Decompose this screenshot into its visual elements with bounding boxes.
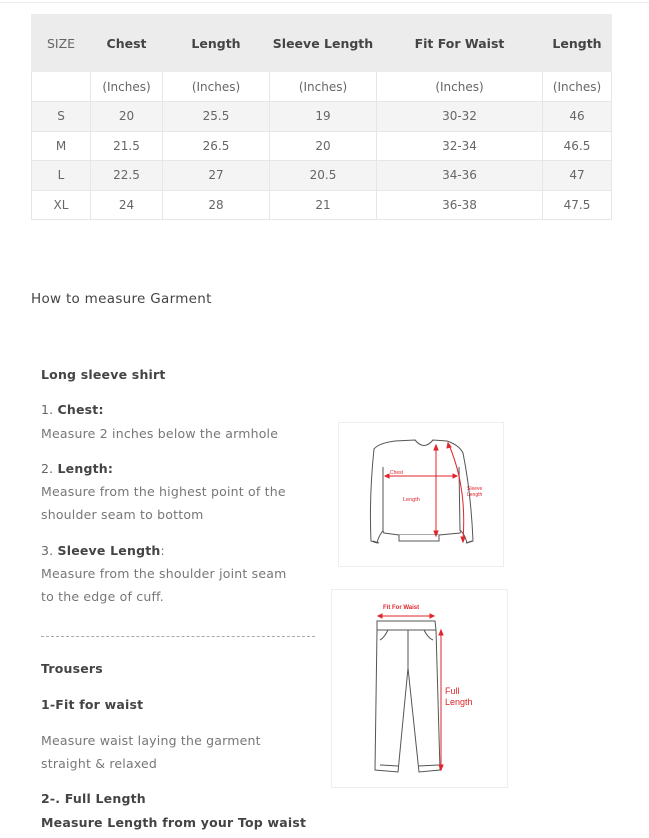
shirt-length-label: Length xyxy=(403,497,420,503)
sleeve-description-line-1: Measure from the shoulder joint seam xyxy=(41,566,287,581)
sleeve-label: Sleeve Length xyxy=(57,543,161,558)
table-cell: 20.5 xyxy=(270,161,377,191)
table-cell xyxy=(32,72,91,102)
trousers-illustration xyxy=(332,590,507,787)
top-divider xyxy=(0,2,649,3)
shirt-illustration xyxy=(339,423,503,566)
waist-label: 1-Fit for waist xyxy=(41,697,144,712)
shirt-sleeve-label-2: Length xyxy=(467,492,483,498)
units-row xyxy=(32,72,612,102)
shirt-heading: Long sleeve shirt xyxy=(41,367,166,382)
size-chart-table xyxy=(31,14,612,220)
table-cell: 28 xyxy=(163,190,270,220)
header-sleeve-length: Sleeve Length xyxy=(270,15,377,72)
header-size: SIZE xyxy=(32,15,91,72)
table-cell: (Inches) xyxy=(543,72,612,102)
full-length-description: Measure Length from your Top waist xyxy=(41,815,307,830)
table-cell: 47 xyxy=(543,161,612,191)
trousers-heading: Trousers xyxy=(41,661,103,676)
shirt-chest-label: Chest xyxy=(390,470,404,476)
table-cell: 34-36 xyxy=(377,161,543,191)
table-cell: (Inches) xyxy=(377,72,543,102)
length-description-line-1: Measure from the highest point of the xyxy=(41,484,286,499)
table-cell: XL xyxy=(32,190,91,220)
table-cell: 20 xyxy=(91,102,163,132)
waist-description-line-2: straight & relaxed xyxy=(41,756,158,771)
table-header-row xyxy=(32,15,612,72)
table-row-xl xyxy=(32,190,612,220)
header-length: Length xyxy=(163,15,270,72)
sleeve-number: 3. xyxy=(41,543,54,558)
table-cell: S xyxy=(32,102,91,132)
table-cell: 21 xyxy=(270,190,377,220)
table-cell: 25.5 xyxy=(163,102,270,132)
shirt-figure xyxy=(338,422,504,567)
table-cell: M xyxy=(32,131,91,161)
length-description-line-2: shoulder seam to bottom xyxy=(41,507,204,522)
table-cell: 36-38 xyxy=(377,190,543,220)
section-title: How to measure Garment xyxy=(31,291,212,307)
length-label: Length: xyxy=(57,461,114,476)
table-cell: (Inches) xyxy=(270,72,377,102)
table-row-s xyxy=(32,102,612,132)
table-cell: 46.5 xyxy=(543,131,612,161)
table-cell: 46 xyxy=(543,102,612,132)
length-number: 2. xyxy=(41,461,54,476)
table-cell: (Inches) xyxy=(163,72,270,102)
sleeve-description-line-2: to the edge of cuff. xyxy=(41,589,164,604)
table-row-l xyxy=(32,161,612,191)
sleeve-colon: : xyxy=(160,543,165,558)
trousers-waist-label: Fit For Waist xyxy=(383,605,420,611)
trousers-length-label-2: Length xyxy=(445,697,473,707)
table-cell: 24 xyxy=(91,190,163,220)
table-cell: 27 xyxy=(163,161,270,191)
table-cell: 32-34 xyxy=(377,131,543,161)
chest-label: Chest: xyxy=(57,402,104,417)
chest-item xyxy=(41,398,104,421)
table-row-m xyxy=(32,131,612,161)
sleeve-item xyxy=(41,539,165,562)
chest-number: 1. xyxy=(41,402,54,417)
trousers-length-label-1: Full xyxy=(445,686,460,696)
table-cell: 30-32 xyxy=(377,102,543,132)
table-cell: 22.5 xyxy=(91,161,163,191)
table-cell: L xyxy=(32,161,91,191)
shirt-sleeve-label-1: Sleeve xyxy=(467,486,483,492)
trousers-figure xyxy=(331,589,508,788)
table-cell: 21.5 xyxy=(91,131,163,161)
table-cell: 47.5 xyxy=(543,190,612,220)
table-cell: 26.5 xyxy=(163,131,270,161)
table-cell: (Inches) xyxy=(91,72,163,102)
table-cell: 20 xyxy=(270,131,377,161)
length-item xyxy=(41,457,113,480)
header-chest: Chest xyxy=(91,15,163,72)
full-length-label: 2-. Full Length xyxy=(41,791,146,806)
table-cell: 19 xyxy=(270,102,377,132)
section-divider xyxy=(41,636,315,637)
header-full-length: Length xyxy=(543,15,612,72)
header-fit-for-waist: Fit For Waist xyxy=(377,15,543,72)
waist-description-line-1: Measure waist laying the garment xyxy=(41,733,261,748)
chest-description: Measure 2 inches below the armhole xyxy=(41,426,279,441)
